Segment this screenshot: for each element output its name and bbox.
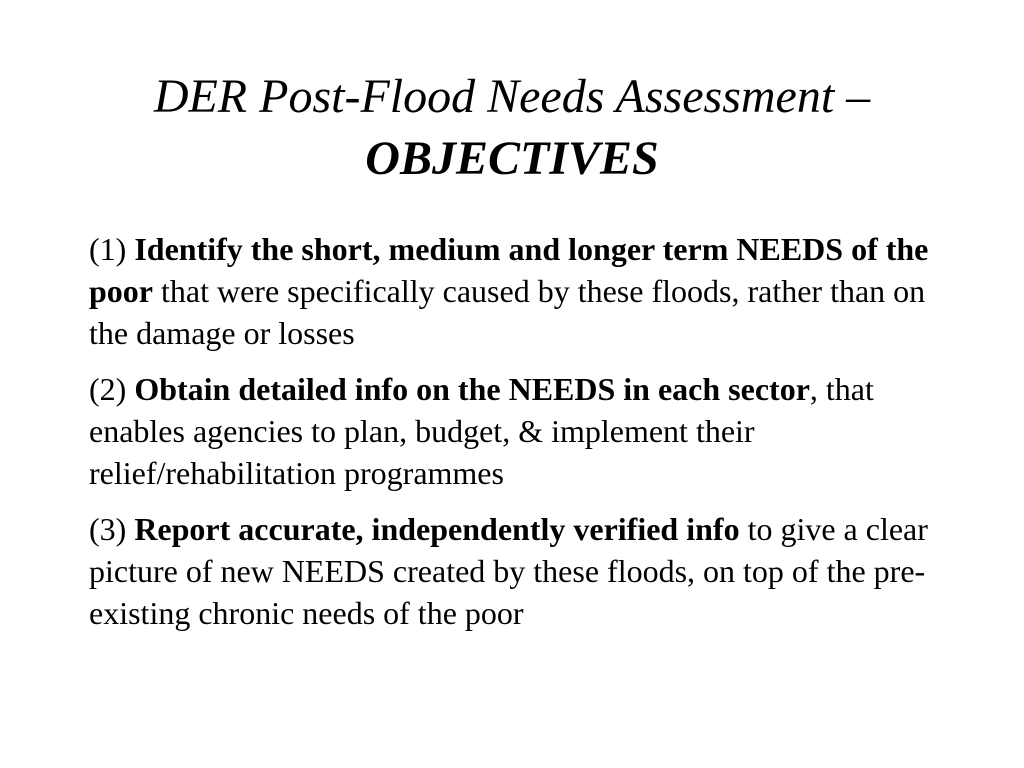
objective-bold-text: Report accurate, independently verified info xyxy=(134,511,740,547)
objective-item-3 xyxy=(89,508,949,634)
objective-number: (2) xyxy=(89,371,127,407)
objective-number: (1) xyxy=(89,231,127,267)
objective-bold-text: Obtain detailed info on the NEEDS in each sector xyxy=(134,371,810,407)
title-line-2: OBJECTIVES xyxy=(365,132,659,185)
objective-rest-text: , that enables agencies to plan, budget, & implement their relief/rehabilitation programmes xyxy=(89,371,874,491)
objective-item-1 xyxy=(89,228,949,354)
objective-rest-text: to give a clear picture of new NEEDS created by these floods, on top of the pre-existing chronic needs of the poor xyxy=(89,511,928,631)
title-line-1: DER Post-Flood Needs Assessment – xyxy=(153,70,871,123)
objective-item-2 xyxy=(89,368,949,494)
slide-title xyxy=(0,66,1024,190)
objectives-list xyxy=(89,228,949,648)
objective-bold-text: Identify the short, medium and longer term NEEDS of the poor xyxy=(89,231,929,309)
objective-number: (3) xyxy=(89,511,127,547)
objective-rest-text: that were specifically caused by these floods, rather than on the damage or losses xyxy=(89,273,926,351)
